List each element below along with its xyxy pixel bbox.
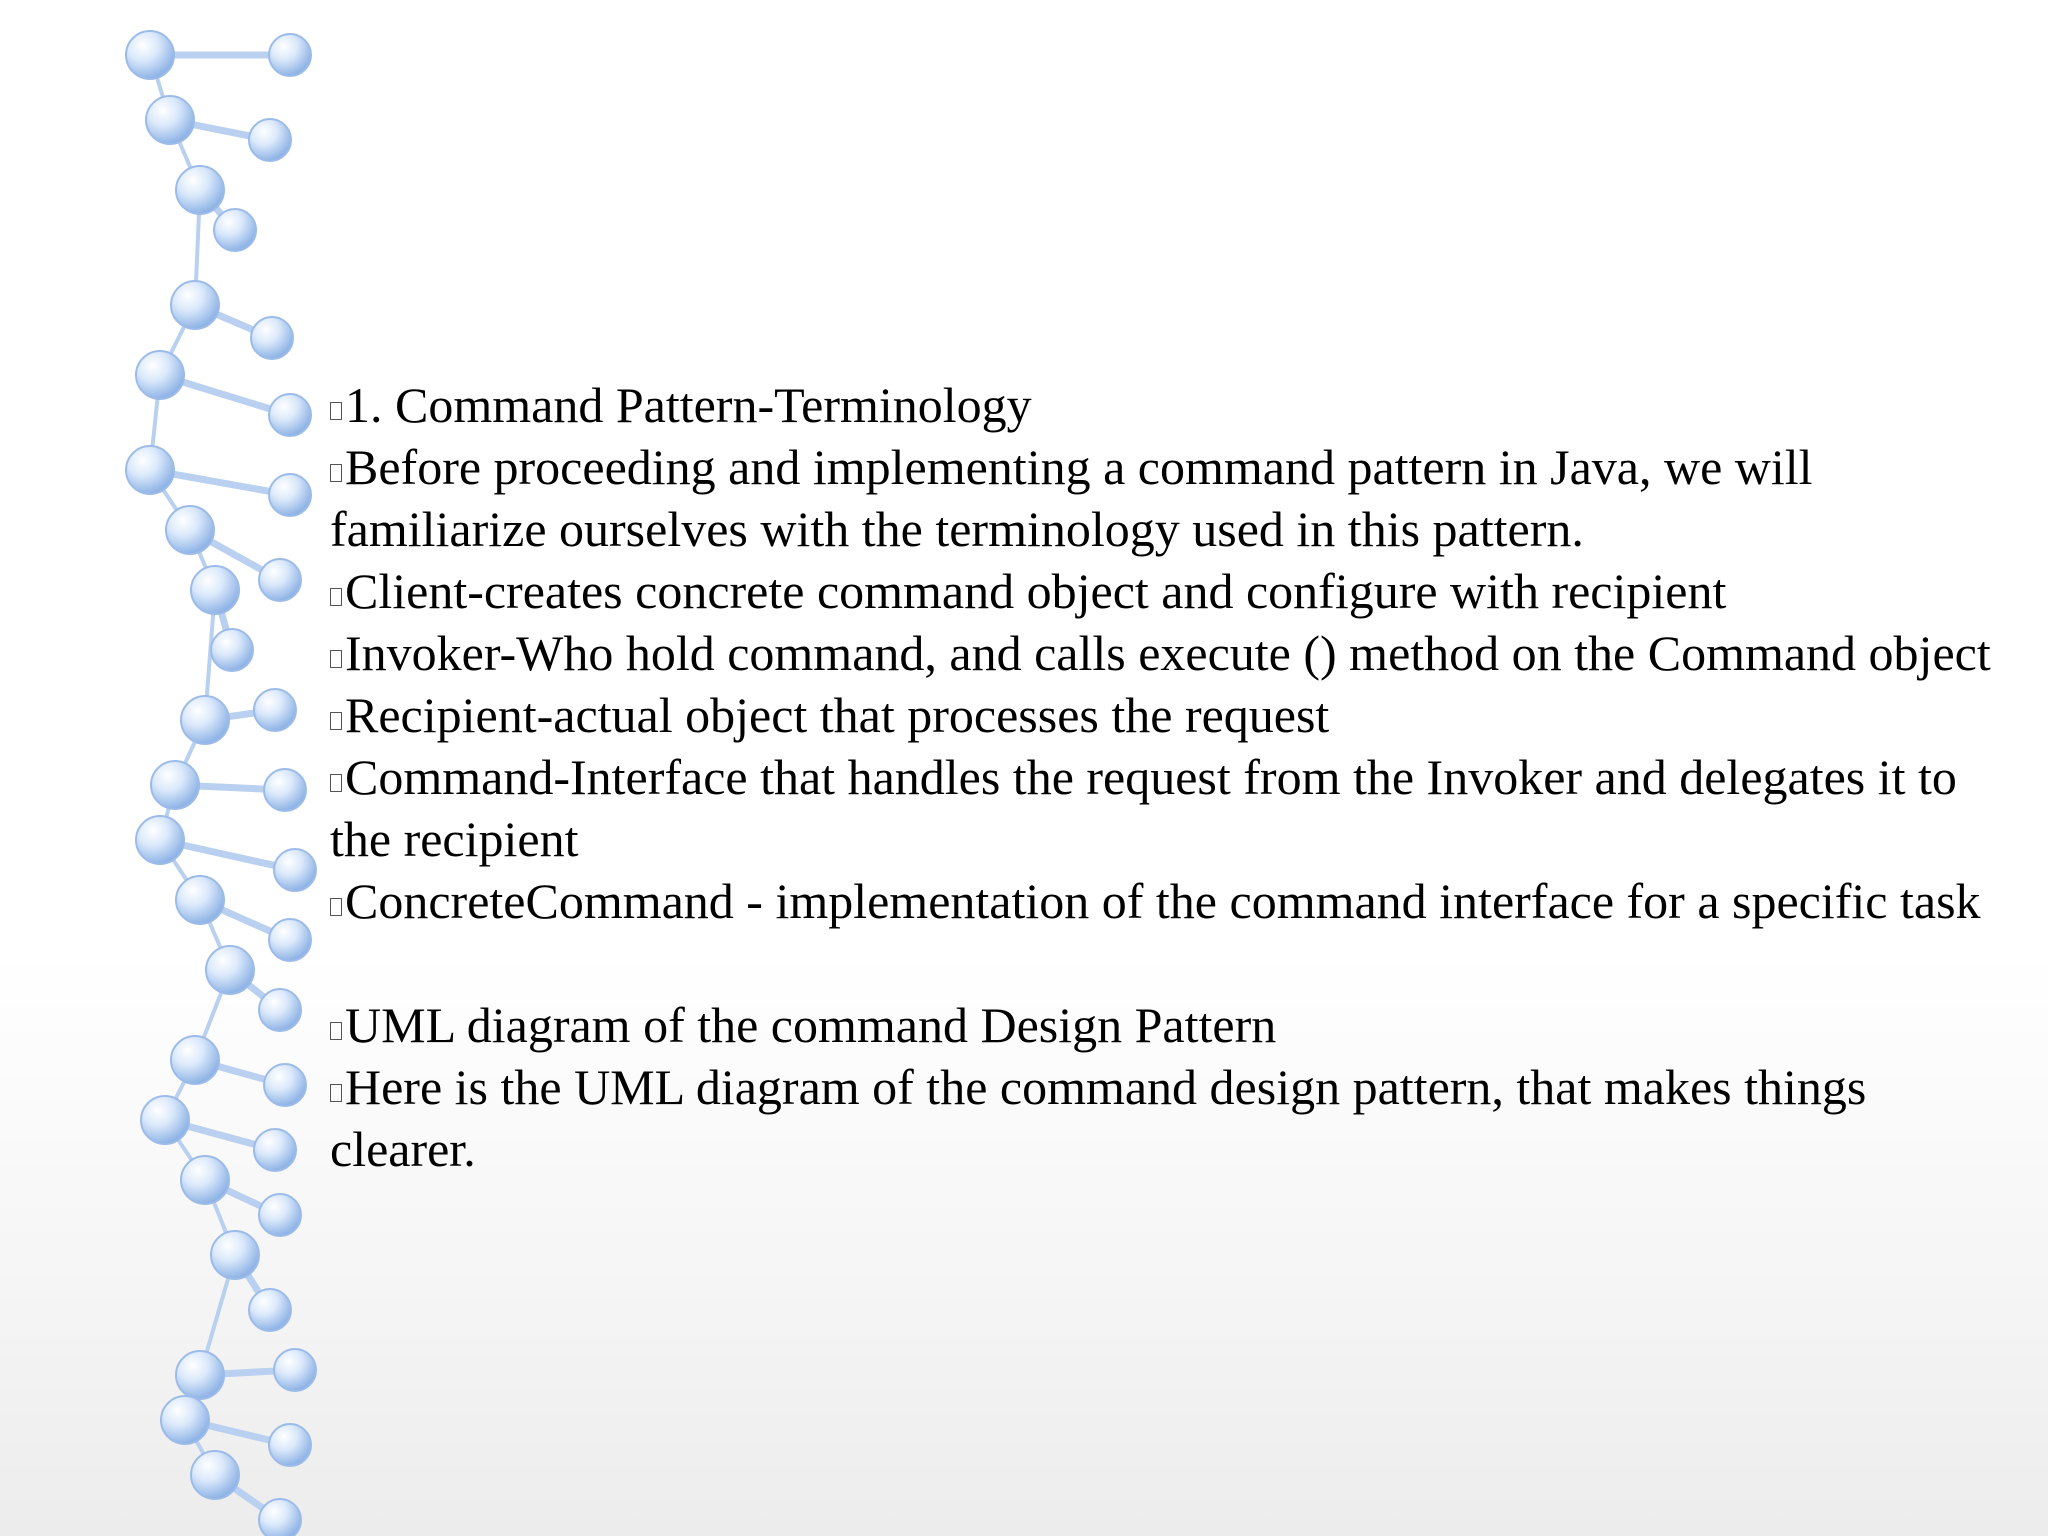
- molecule-atom: [211, 1231, 259, 1279]
- molecule-atom: [264, 769, 306, 811]
- intro-paragraph: [330, 436, 2010, 560]
- molecule-atom: [269, 1424, 311, 1466]
- molecule-atom: [191, 566, 239, 614]
- box-bullet-icon: [330, 898, 342, 916]
- molecule-atom: [146, 96, 194, 144]
- term-client-text: Client-creates concrete command object and configure with recipient: [345, 563, 1727, 619]
- molecule-atom: [249, 1289, 291, 1331]
- molecule-atom: [161, 1396, 209, 1444]
- molecule-atom: [176, 876, 224, 924]
- molecule-atom: [259, 1194, 301, 1236]
- molecule-atom: [141, 1096, 189, 1144]
- molecule-atom: [269, 474, 311, 516]
- heading-line: [330, 374, 2010, 436]
- box-bullet-icon: [330, 1084, 342, 1102]
- term-command-text: Command-Interface that handles the request from the Invoker and delegates it to the recipient: [330, 749, 1957, 867]
- molecule-atom: [259, 559, 301, 601]
- uml-description-text: Here is the UML diagram of the command design pattern, that makes things clearer.: [330, 1059, 1867, 1177]
- molecule-atom: [254, 689, 296, 731]
- term-client: [330, 560, 2010, 622]
- molecule-atom: [259, 989, 301, 1031]
- term-invoker: [330, 622, 2010, 684]
- molecule-atom: [274, 849, 316, 891]
- molecule-atom: [176, 166, 224, 214]
- molecule-atom: [251, 317, 293, 359]
- term-recipient-text: Recipient-actual object that processes the request: [345, 687, 1330, 743]
- molecule-atom: [136, 351, 184, 399]
- molecule-atom: [269, 394, 311, 436]
- molecule-atom: [254, 1129, 296, 1171]
- molecule-atom: [274, 1349, 316, 1391]
- molecule-atom: [126, 31, 174, 79]
- box-bullet-icon: [330, 1022, 342, 1040]
- term-concrete-command-text: ConcreteCommand - implementation of the command interface for a specific task: [345, 873, 1981, 929]
- term-recipient: [330, 684, 2010, 746]
- uml-heading-text: UML diagram of the command Design Pattern: [345, 997, 1277, 1053]
- box-bullet-icon: [330, 464, 342, 482]
- molecule-atom: [181, 1156, 229, 1204]
- uml-heading: [330, 994, 2010, 1056]
- intro-text: Before proceeding and implementing a command pattern in Java, we will familiarize ourselves with the terminology used in this pattern.: [330, 439, 1813, 557]
- molecule-atom: [191, 1451, 239, 1499]
- molecule-atom: [269, 34, 311, 76]
- slide-body: [330, 374, 2010, 1180]
- molecule-atom: [249, 119, 291, 161]
- molecule-atom: [206, 946, 254, 994]
- molecule-chain-icon: [0, 0, 340, 1536]
- molecule-atom: [269, 919, 311, 961]
- uml-description: [330, 1056, 2010, 1180]
- box-bullet-icon: [330, 774, 342, 792]
- molecule-atom: [176, 1351, 224, 1399]
- molecule-atom: [166, 506, 214, 554]
- molecule-atom: [171, 1036, 219, 1084]
- heading-text: 1. Command Pattern-Terminology: [345, 377, 1032, 433]
- molecule-atom: [264, 1064, 306, 1106]
- term-invoker-text: Invoker-Who hold command, and calls execute () method on the Command object: [345, 625, 1991, 681]
- box-bullet-icon: [330, 588, 342, 606]
- molecule-atom: [211, 629, 253, 671]
- molecule-atom: [214, 209, 256, 251]
- box-bullet-icon: [330, 650, 342, 668]
- spacer: [330, 932, 2010, 994]
- molecule-atom: [151, 761, 199, 809]
- molecule-atom: [259, 1499, 301, 1536]
- molecule-atom: [171, 281, 219, 329]
- box-bullet-icon: [330, 712, 342, 730]
- box-bullet-icon: [330, 402, 342, 420]
- molecule-atom: [136, 816, 184, 864]
- term-concrete-command: [330, 870, 2010, 932]
- term-command: [330, 746, 2010, 870]
- molecule-atom: [181, 696, 229, 744]
- molecule-atom: [126, 446, 174, 494]
